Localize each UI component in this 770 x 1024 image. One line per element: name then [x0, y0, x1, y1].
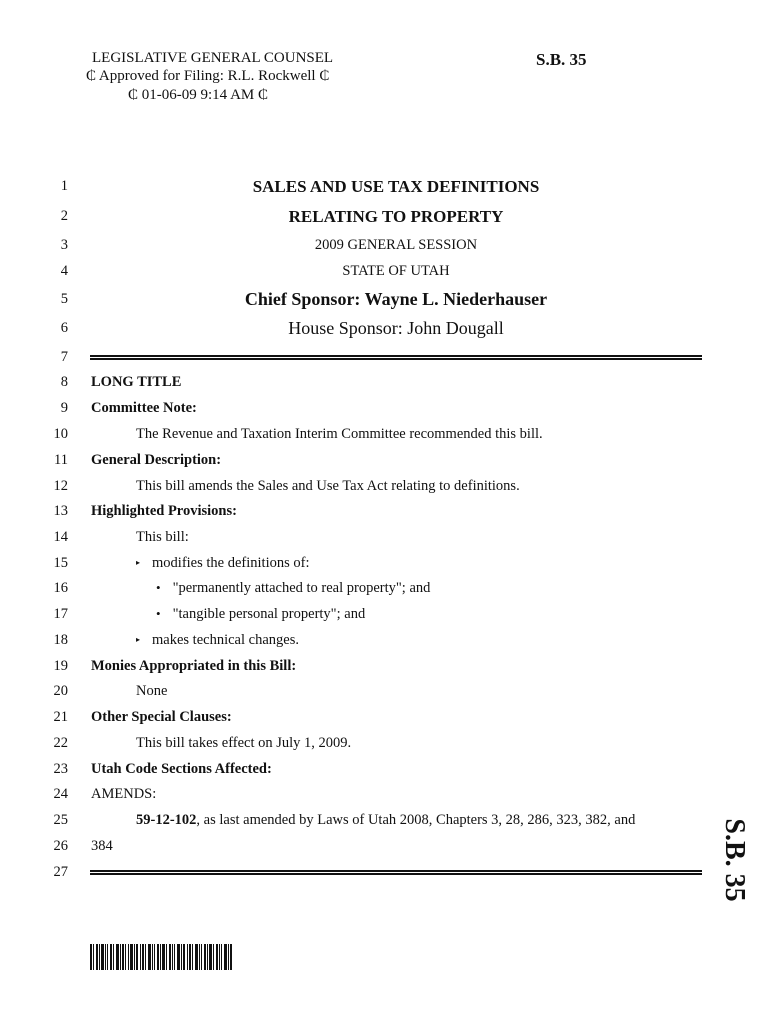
special-clauses-heading: Other Special Clauses:: [91, 709, 232, 725]
line-number: 27: [53, 864, 68, 880]
round-bullet-icon: •: [156, 580, 161, 595]
line-number: 7: [60, 349, 68, 365]
line-number: 19: [53, 658, 68, 674]
line-number: 15: [53, 555, 68, 571]
line-number: 25: [53, 812, 68, 828]
line-number: 22: [53, 735, 68, 751]
this-bill-text: This bill:: [136, 529, 189, 545]
line-number: 21: [53, 709, 68, 725]
line-number: 24: [53, 786, 68, 802]
bill-title-line-2: RELATING TO PROPERTY: [288, 207, 504, 226]
line-number: 13: [53, 503, 68, 519]
monies-text: None: [136, 683, 168, 699]
line-number: 16: [53, 580, 68, 596]
line-number: 26: [53, 838, 68, 854]
provision-item: [136, 555, 309, 572]
general-description-text: This bill amends the Sales and Use Tax Act relating to definitions.: [136, 478, 520, 494]
line-number: 5: [60, 291, 68, 307]
line-number: 23: [53, 761, 68, 777]
chief-sponsor: Chief Sponsor: Wayne L. Niederhauser: [244, 289, 548, 309]
line-number: 2: [60, 208, 68, 224]
line-number: 1: [60, 178, 68, 194]
line-number: 3: [60, 237, 68, 253]
office-name: LEGISLATIVE GENERAL COUNSEL: [92, 50, 334, 66]
line-number: 11: [54, 452, 68, 468]
line-number: 9: [60, 400, 68, 416]
line-number: 10: [53, 426, 68, 442]
line-number: 6: [60, 320, 68, 336]
double-rule-bottom: [90, 870, 702, 875]
triangle-bullet-icon: ▸: [136, 634, 141, 644]
house-sponsor: House Sponsor: John Dougall: [288, 318, 504, 338]
line-number: 20: [53, 683, 68, 699]
barcode-icon: [90, 944, 232, 970]
session: 2009 GENERAL SESSION: [314, 237, 478, 253]
triangle-bullet-icon: ▸: [136, 557, 141, 567]
datetime-line: ₵ 01-06-09 9:14 AM ₵: [128, 87, 269, 103]
line-number: 4: [60, 263, 68, 279]
provision-text: modifies the definitions of:: [152, 555, 310, 571]
line-number: 18: [53, 632, 68, 648]
sub-provision-text: "permanently attached to real property"; and: [172, 580, 431, 596]
line-number: 8: [60, 374, 68, 390]
bill-number: S.B. 35: [536, 50, 587, 69]
sub-provision-item: [156, 606, 365, 622]
section-text: , as last amended by Laws of Utah 2008, Chapters 3, 28, 286, 323, 382, and: [196, 812, 636, 828]
double-rule-top: [90, 355, 702, 360]
special-clauses-text: This bill takes effect on July 1, 2009.: [136, 735, 352, 751]
monies-heading: Monies Appropriated in this Bill:: [91, 658, 297, 674]
general-description-heading: General Description:: [91, 452, 222, 468]
line-number: 12: [53, 478, 68, 494]
approval-line: ₵ Approved for Filing: R.L. Rockwell ₵: [86, 68, 330, 84]
highlighted-provisions-heading: Highlighted Provisions:: [91, 503, 237, 519]
committee-note-heading: Committee Note:: [91, 400, 197, 416]
side-bill-label: S.B. 35: [719, 818, 750, 902]
line-number: 14: [53, 529, 68, 545]
state: STATE OF UTAH: [342, 263, 450, 279]
code-sections-heading: Utah Code Sections Affected:: [91, 761, 272, 777]
provision-item: [136, 632, 299, 649]
sub-provision-item: [156, 580, 430, 596]
round-bullet-icon: •: [156, 606, 161, 621]
section-number: 59-12-102: [136, 812, 197, 828]
provision-text: makes technical changes.: [152, 632, 299, 648]
sub-provision-text: "tangible personal property"; and: [172, 606, 366, 622]
code-section-continuation: 384: [91, 838, 113, 854]
long-title-heading: LONG TITLE: [91, 374, 182, 390]
line-number: 17: [53, 606, 68, 622]
code-section-entry: [136, 812, 635, 828]
committee-note-text: The Revenue and Taxation Interim Committee recommended this bill.: [136, 426, 543, 442]
bill-title-line-1: SALES AND USE TAX DEFINITIONS: [252, 177, 540, 196]
amends-label: AMENDS:: [91, 786, 157, 802]
